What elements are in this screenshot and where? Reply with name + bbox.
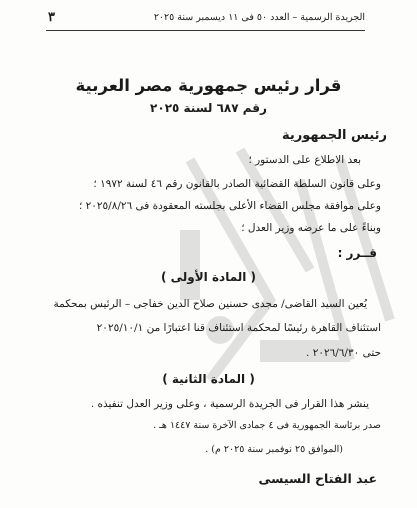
president-signature: عبد الفتاح السيسى bbox=[258, 471, 377, 486]
page-header bbox=[46, 10, 365, 31]
article-2-heading: ( المادة الثانية ) bbox=[162, 372, 255, 386]
gregorian-date-line: (الموافق ٢٥ نوفمبر سنة ٢٠٢٥ م) . bbox=[205, 444, 343, 455]
gazette-issue-line: الجريدة الرسمية – العدد ٥٠ فى ١١ ديسمبر سنة ٢٠٢٥ bbox=[153, 12, 365, 23]
article-2-line: ينشر هذا القرار فى الجريدة الرسمية ، وعلى وزير العدل تنفيذه . bbox=[90, 398, 369, 410]
issuance-line: صدر برئاسة الجمهورية فى ٤ جمادى الآخرة سنة ١٤٤٧ هـ . bbox=[153, 420, 381, 431]
preamble-line: وبناءً على ما عرضه وزير العدل ؛ bbox=[241, 222, 381, 234]
decree-number: رقم ٦٨٧ لسنة ٢٠٢٥ bbox=[150, 101, 267, 115]
preamble-line: بعد الاطلاع على الدستور ؛ bbox=[248, 154, 361, 166]
decided-heading: قــرر : bbox=[337, 246, 377, 260]
president-heading: رئيس الجمهورية bbox=[282, 128, 387, 143]
article-1-line: استئناف القاهرة رئيسًا لمحكمة استئناف قنا اعتبارًا من ٢٠٢٥/١٠/١ bbox=[96, 322, 381, 334]
article-1-line: حتى ٢٠٢٦/٦/٣٠ . bbox=[306, 347, 381, 359]
preamble-line: وعلى موافقة مجلس القضاء الأعلى بجلسته المعقودة فى ٢٠٢٥/٨/٢٦ ؛ bbox=[78, 200, 381, 212]
article-1-line: يُعين السيد القاضى/ مجدى حسنين صلاح الدين خفاجى – الرئيس بمحكمة bbox=[53, 298, 367, 310]
decree-title: قرار رئيس جمهورية مصر العربية bbox=[75, 76, 342, 95]
page-number: ٣ bbox=[48, 10, 55, 25]
preamble-line: وعلى قانون السلطة القضائية الصادر بالقانون رقم ٤٦ لسنة ١٩٧٢ ؛ bbox=[93, 178, 381, 190]
article-1-heading: ( المادة الأولى ) bbox=[160, 270, 257, 284]
